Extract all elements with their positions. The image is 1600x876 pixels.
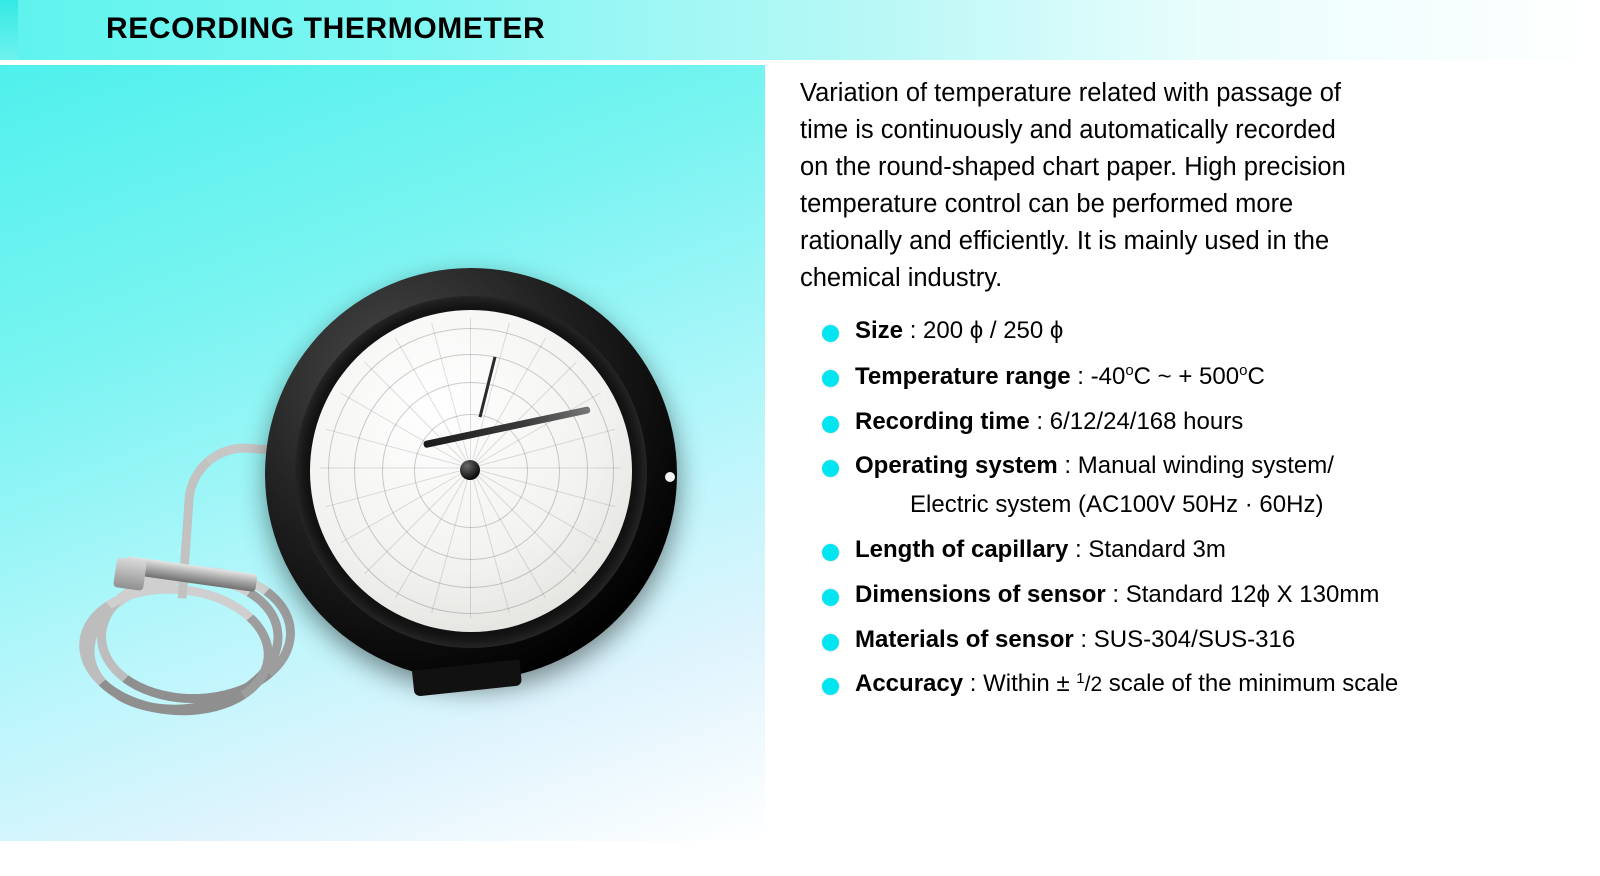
spec-item-size [800, 317, 1575, 346]
spec-separator: : [1029, 407, 1050, 435]
intro-line: on the round-shaped chart paper. High precision [800, 153, 1346, 181]
spec-item-accuracy [800, 670, 1575, 699]
spec-text [855, 362, 1265, 392]
spec-value: 6/12/24/168 hours [1049, 407, 1244, 435]
spec-value: SUS-304/SUS-316 [1093, 625, 1296, 653]
bullet-icon [822, 460, 839, 477]
bezel-stud [665, 472, 675, 482]
spec-text [855, 536, 1226, 565]
spec-value: -40$^o$C ~ + $500^oC$ [1090, 361, 1265, 390]
bullet-icon [822, 325, 839, 342]
spec-separator: : [1068, 535, 1089, 563]
product-photo-panel [0, 65, 765, 841]
spec-value: Standard 3m [1088, 535, 1226, 563]
spec-text [855, 317, 1063, 346]
spec-separator: : [963, 670, 984, 698]
spec-separator: : [1105, 580, 1126, 608]
header-band [0, 0, 1600, 60]
spec-label: Temperature range [855, 362, 1071, 390]
spec-item-length-of-capillary [800, 536, 1575, 565]
chart-paper-face [310, 310, 632, 632]
spec-text [855, 408, 1243, 437]
spec-text [855, 452, 1334, 520]
spec-label: Operating system [855, 452, 1058, 480]
spec-separator: : [1073, 625, 1094, 653]
spec-item-operating-system [800, 452, 1575, 520]
bullet-icon [822, 544, 839, 561]
spec-item-temperature-range [800, 362, 1575, 392]
spec-separator: : [1057, 452, 1078, 480]
spec-item-dimensions-of-sensor [800, 581, 1575, 610]
spec-label: Size [855, 317, 904, 344]
bullet-icon [822, 370, 839, 387]
spec-text [855, 581, 1379, 610]
intro-paragraph [800, 80, 1575, 291]
spec-label: Materials of sensor [855, 625, 1074, 653]
specification-list [800, 317, 1575, 699]
spec-line [855, 452, 1334, 481]
intro-line: chemical industry. [800, 264, 1003, 292]
product-description [800, 80, 1575, 715]
spec-value-continuation: Electric system (AC100V 50Hz · 60Hz) [910, 491, 1324, 519]
bullet-icon [822, 678, 839, 695]
intro-line: temperature control can be performed more [800, 190, 1294, 218]
intro-line: rationally and efficiently. It is mainly used in the [800, 227, 1330, 255]
spec-label: Length of capillary [855, 535, 1069, 563]
spec-label: Accuracy [855, 670, 964, 698]
bullet-icon [822, 589, 839, 606]
spec-value: Manual winding system/ [1077, 452, 1334, 480]
bullet-icon [822, 634, 839, 651]
intro-line: time is continuously and automatically recorded [800, 116, 1336, 144]
spec-item-recording-time [800, 408, 1575, 437]
photo-panel-bottom-edge [0, 841, 765, 876]
spec-separator: : [1070, 362, 1091, 390]
sensor-fitting [113, 557, 147, 591]
spec-value: 200 ϕ / 250 ϕ [923, 317, 1064, 344]
spec-label: Dimensions of sensor [855, 580, 1106, 608]
spec-item-materials-of-sensor [800, 626, 1575, 655]
bullet-icon [822, 416, 839, 433]
recording-thermometer-illustration [265, 210, 685, 660]
intro-line: Variation of temperature related with passage of [800, 79, 1342, 107]
spec-value: Standard 12ϕ X 130mm [1125, 580, 1380, 608]
spec-value: Within ± $^1$/2 scale of the minimum scale [983, 670, 1399, 698]
spec-separator: : [903, 317, 924, 344]
header-left-strip [0, 0, 18, 60]
spec-text [855, 670, 1398, 699]
spec-text [855, 626, 1295, 655]
page-title: RECORDING THERMOMETER [106, 12, 546, 45]
chart-hub [460, 460, 480, 480]
spec-label: Recording time [855, 407, 1030, 435]
